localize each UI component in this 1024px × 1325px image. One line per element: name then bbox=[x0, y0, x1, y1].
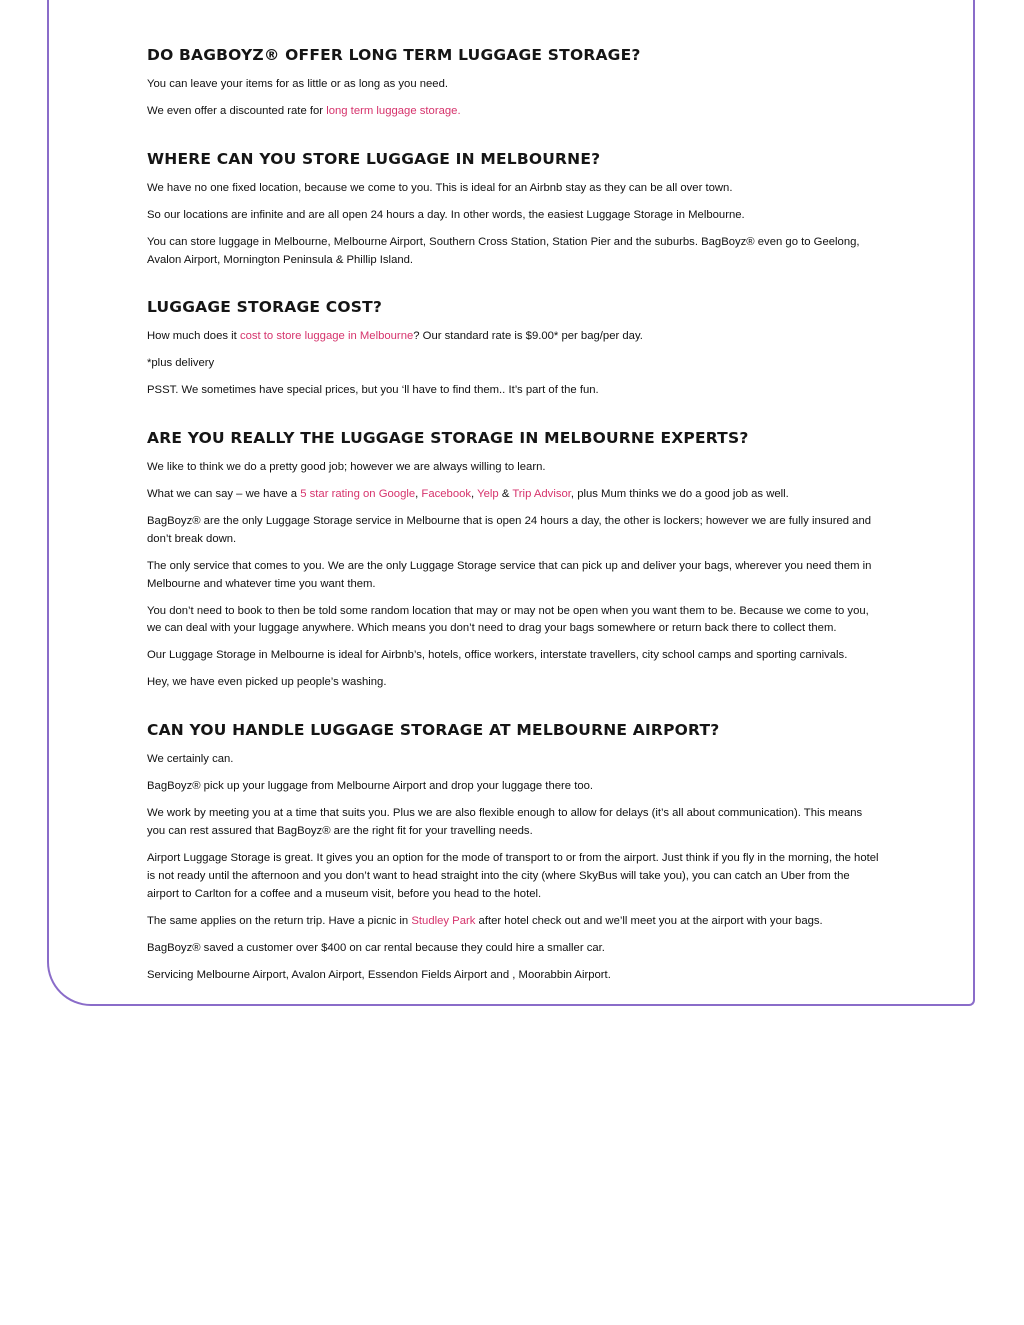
paragraph-text: , bbox=[471, 488, 478, 501]
paragraph-text: & bbox=[498, 488, 513, 501]
studley-park-link[interactable]: Studley Park bbox=[411, 914, 476, 927]
paragraph: We certainly can. bbox=[147, 753, 234, 766]
paragraph: Servicing Melbourne Airport, Avalon Airport, Essendon Fields Airport and , Moorabbin Airport. bbox=[147, 968, 611, 981]
paragraph: The only service that comes to you. We are the only Luggage Storage service that can pick up and deliver your bags, wherever you need them in Melbourne and whatever time you want them. bbox=[147, 559, 872, 590]
section-heading: WHERE CAN YOU STORE LUGGAGE IN MELBOURNE? bbox=[147, 149, 601, 168]
paragraph bbox=[147, 328, 882, 346]
faq-section-long-term bbox=[147, 45, 882, 121]
paragraph: Airport Luggage Storage is great. It gives you an option for the mode of transport to or from the airport. Just think if you fly in the morning, the hotel is not ready until the afternoon and you don’t want to head straight into the city (where SkyBus will take you), you can catch an Uber from the airport to Carlton for a coffee and a museum visit, before you head to the hotel. bbox=[147, 851, 879, 900]
section-heading: ARE YOU REALLY THE LUGGAGE STORAGE IN MELBOURNE EXPERTS? bbox=[147, 429, 749, 448]
paragraph: You don’t need to book to then be told some random location that may or may not be open when you want them to be. Because we come to you, we can deal with your luggage anywhere. Which means you don’t need to drag your bags somewhere or return back there to collect them. bbox=[147, 604, 869, 635]
paragraph: Our Luggage Storage in Melbourne is ideal for Airbnb’s, hotels, office workers, interstate travellers, city school camps and sporting carnivals. bbox=[147, 649, 848, 662]
long-term-storage-link[interactable]: long term luggage storage. bbox=[326, 104, 461, 117]
paragraph: You can leave your items for as little or as long as you need. bbox=[147, 78, 449, 90]
paragraph: BagBoyz® saved a customer over $400 on car rental because they could hire a smaller car. bbox=[147, 941, 605, 954]
section-heading: DO BAGBOYZ® OFFER LONG TERM LUGGAGE STORAGE? bbox=[147, 46, 641, 64]
storage-cost-link[interactable]: cost to store luggage in Melbourne bbox=[239, 330, 414, 343]
paragraph-text: What we can say – we have a bbox=[147, 488, 301, 501]
paragraph: Hey, we have even picked up people’s washing. bbox=[147, 676, 387, 689]
faq-section-experts bbox=[147, 428, 882, 692]
paragraph: BagBoyz® pick up your luggage from Melbourne Airport and drop your luggage there too. bbox=[147, 780, 594, 793]
paragraph: *plus delivery bbox=[147, 357, 215, 370]
section-heading: CAN YOU HANDLE LUGGAGE STORAGE AT MELBOURNE AIRPORT? bbox=[147, 721, 720, 740]
paragraph-text: , plus Mum thinks we do a good job as well. bbox=[570, 488, 789, 501]
paragraph: We have no one fixed location, because we come to you. This is ideal for an Airbnb stay as they can be all over town. bbox=[147, 181, 733, 194]
paragraph-text: The same applies on the return trip. Have a picnic in bbox=[147, 914, 412, 927]
paragraph: You can store luggage in Melbourne, Melbourne Airport, Southern Cross Station, Station Pier and the suburbs. BagBoyz® even go to Geelong, Avalon Airport, Mornington Peninsula & Phillip Island. bbox=[147, 235, 860, 266]
trip-advisor-link[interactable]: Trip Advisor bbox=[512, 488, 571, 501]
paragraph bbox=[147, 486, 882, 504]
paragraph: BagBoyz® are the only Luggage Storage service in Melbourne that is open 24 hours a day, the other is lockers; however we are fully insured and don’t break down. bbox=[147, 515, 872, 545]
paragraph: So our locations are infinite and are all open 24 hours a day. In other words, the easiest Luggage Storage in Melbourne. bbox=[147, 208, 745, 221]
faq-section-where bbox=[147, 149, 882, 270]
facebook-link[interactable]: Facebook bbox=[421, 488, 472, 501]
paragraph-text: , bbox=[415, 488, 422, 501]
paragraph-text: after hotel check out and we’ll meet you at the airport with your bags. bbox=[475, 914, 823, 927]
paragraph: We like to think we do a pretty good job; however we are always willing to learn. bbox=[147, 461, 546, 474]
google-rating-link[interactable]: 5 star rating on Google bbox=[300, 488, 416, 501]
yelp-link[interactable]: Yelp bbox=[477, 488, 499, 501]
paragraph: We work by meeting you at a time that suits you. Plus we are also flexible enough to allow for delays (it’s all about communication). This means you can rest assured that BagBoyz® are the right fit for your travelling needs. bbox=[147, 807, 863, 837]
faq-section-airport bbox=[147, 720, 882, 984]
paragraph bbox=[147, 913, 882, 931]
faq-section-cost bbox=[147, 297, 882, 400]
section-heading: LUGGAGE STORAGE COST? bbox=[147, 298, 383, 317]
paragraph-text: We even offer a discounted rate for bbox=[147, 104, 327, 117]
faq-content bbox=[147, 45, 882, 993]
paragraph bbox=[147, 103, 882, 121]
paragraph: PSST. We sometimes have special prices, but you ‘ll have to find them.. It’s part of the fun. bbox=[147, 384, 599, 397]
paragraph-text: ? Our standard rate is $9.00* per bag/per day. bbox=[413, 330, 643, 343]
paragraph-text: How much does it bbox=[147, 330, 240, 343]
